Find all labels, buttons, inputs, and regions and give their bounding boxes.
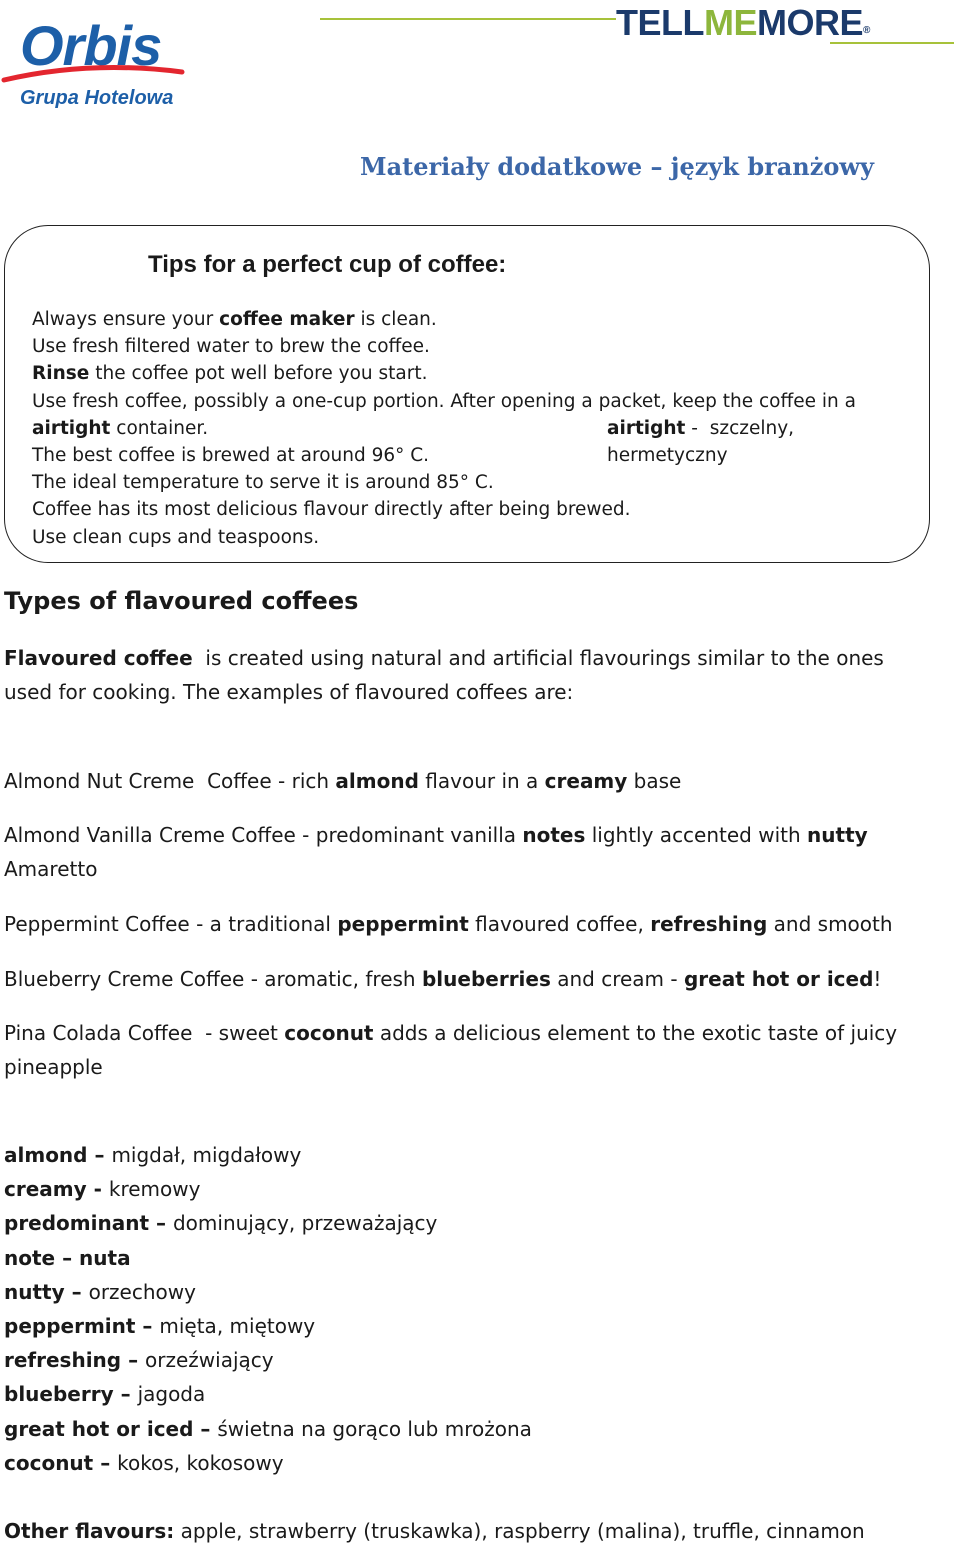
glossary-meaning: świetna na gorąco lub mrożona (217, 1416, 532, 1441)
coffee-bold-term: coconut (284, 1021, 374, 1045)
coffee-text: and smooth (767, 912, 893, 936)
coffee-description (4, 818, 924, 886)
glossary-item (4, 1309, 532, 1343)
coffee-bold-term: refreshing (650, 912, 768, 936)
other-flavours-text: apple, strawberry (truskawka), raspberry (malina), truffle, cinnamon (174, 1519, 865, 1543)
glossary-meaning: kokos, kokosowy (117, 1450, 284, 1475)
tip-item (32, 496, 912, 523)
orbis-swoosh-icon (0, 58, 190, 88)
glossary-separator: – (135, 1314, 160, 1339)
glossary-meaning: kremowy (108, 1177, 201, 1202)
coffee-text: flavour in a (418, 769, 545, 793)
glossary-term: almond (4, 1143, 88, 1167)
glossary-meaning: orzechowy (88, 1279, 196, 1304)
tip-text: The ideal temperature to serve it is around 85° C. (32, 472, 494, 494)
inline-gloss-sep: - (685, 417, 710, 439)
coffee-text: Amaretto (4, 823, 875, 881)
glossary-item (4, 1206, 532, 1240)
coffee-text: ! (873, 967, 882, 991)
glossary-separator (102, 1177, 109, 1201)
glossary-term: refreshing (4, 1348, 122, 1373)
coffee-text: adds a delicious element to the exotic taste of juicy pineapple (4, 1021, 904, 1079)
glossary-item (4, 1377, 532, 1411)
glossary-item (4, 1138, 532, 1172)
glossary-separator: – (113, 1382, 138, 1407)
intro-text: is created using natural and artificial flavourings similar to the ones used for cooking. The examples of flavoured coffees are: (4, 646, 891, 704)
glossary-item (4, 1446, 532, 1480)
coffee-text: Pina Colada Coffee - sweet (4, 1021, 285, 1045)
tip-bold-term: Rinse (32, 363, 90, 385)
intro-paragraph (4, 641, 924, 709)
coffee-bold-term: great hot or iced (683, 967, 874, 991)
tip-text: The best coffee is brewed at around 96° C. (32, 445, 430, 467)
tip-text: Always ensure your (32, 309, 220, 330)
orbis-logo (0, 10, 200, 120)
page-title: Materiały dodatkowe – język branżowy (360, 152, 874, 181)
other-flavours (4, 1514, 865, 1548)
coffee-bold-term: notes (522, 823, 586, 847)
tip-text: is clean. (354, 309, 437, 330)
glossary-term: great hot or iced (4, 1416, 194, 1441)
glossary-item (4, 1343, 532, 1377)
orbis-logo-subtitle: Grupa Hotelowa (20, 87, 174, 109)
glossary-separator: – (149, 1211, 173, 1236)
registered-mark: ® (862, 25, 870, 36)
orbis-logo-wordmark: Orbis (20, 14, 162, 77)
tellmemore-logo-part: TELL (616, 2, 704, 43)
tips-list (32, 306, 912, 551)
coffee-description (4, 1016, 924, 1084)
coffee-text: flavoured coffee, (468, 912, 651, 936)
tip-item (32, 360, 912, 387)
tip-text: Use clean cups and teaspoons. (32, 526, 320, 548)
tip-item (32, 333, 912, 360)
tellmemore-logo (616, 0, 870, 46)
intro-bold-term: Flavoured coffee (4, 646, 193, 670)
glossary-term: coconut (4, 1450, 94, 1475)
tip-item (32, 442, 912, 469)
glossary-item (4, 1172, 532, 1206)
glossary-term: creamy - (4, 1177, 102, 1202)
coffee-text: and cream - (550, 967, 684, 991)
coffee-text: Peppermint Coffee - a traditional (4, 912, 338, 936)
coffee-text: lightly accented with (585, 823, 808, 847)
glossary-term: peppermint (4, 1314, 136, 1339)
tellmemore-logo-part: ME (703, 2, 757, 43)
tip-bold-term: coffee maker (219, 309, 355, 330)
glossary-item (4, 1412, 532, 1446)
glossary-meaning: orzeźwiający (145, 1348, 274, 1373)
coffee-bold-term: nutty (807, 823, 868, 847)
coffee-description (4, 962, 924, 996)
tip-item (32, 388, 912, 415)
header-rule-left (320, 18, 616, 20)
tips-title: Tips for a perfect cup of coffee: (148, 251, 507, 278)
coffee-text: Blueberry Creme Coffee - aromatic, fresh (4, 967, 422, 991)
glossary-meaning: mięta, miętowy (159, 1314, 316, 1339)
glossary-term: predominant (4, 1211, 150, 1236)
section-title: Types of flavoured coffees (4, 587, 359, 615)
glossary-meaning: jagoda (137, 1382, 206, 1407)
glossary-term: nutty (4, 1279, 65, 1304)
tip-item (32, 469, 912, 496)
glossary-term: blueberry (4, 1382, 114, 1407)
glossary-separator: – (64, 1279, 89, 1304)
tip-text: Use fresh coffee, possibly a one-cup portion. After opening a packet, keep the coffee in a (32, 390, 856, 412)
coffee-bold-term: creamy (544, 769, 628, 793)
other-flavours-label: Other flavours: (4, 1519, 175, 1543)
glossary-meaning: dominujący, przeważający (172, 1211, 438, 1236)
glossary-item (4, 1275, 532, 1309)
coffee-bold-term: peppermint (337, 912, 469, 936)
coffee-text: Almond Vanilla Creme Coffee - predominant vanilla (4, 823, 523, 847)
coffee-description (4, 764, 924, 798)
coffee-bold-term: almond (335, 769, 419, 793)
glossary-separator: – (93, 1450, 118, 1475)
tip-text: the coffee pot well before you start. (89, 363, 428, 385)
inline-gloss-meaning: szczelny, hermetyczny (607, 417, 800, 467)
inline-gloss-term: airtight (607, 417, 686, 439)
tip-item (32, 306, 912, 333)
coffee-text: Almond Nut Creme Coffee - rich (4, 769, 336, 793)
tip-text: Use fresh filtered water to brew the coffee. (32, 336, 430, 358)
glossary-item (4, 1241, 532, 1275)
glossary-separator: – (193, 1416, 218, 1441)
glossary-term: note – nuta (4, 1245, 131, 1270)
glossary-separator: – (121, 1348, 146, 1373)
glossary-separator: – (87, 1143, 112, 1167)
coffee-description (4, 907, 924, 941)
tips-box (4, 225, 930, 563)
glossary-list (4, 1138, 532, 1480)
glossary-meaning: migdał, migdałowy (111, 1143, 302, 1167)
coffee-text: base (627, 769, 682, 793)
tellmemore-logo-part: MORE (756, 2, 863, 43)
tip-bold-term: airtight (32, 417, 111, 439)
tip-text: Coffee has its most delicious flavour directly after being brewed. (32, 499, 631, 521)
tip-item (32, 524, 912, 551)
coffee-bold-term: blueberries (421, 967, 551, 991)
tip-text: container. (110, 417, 209, 439)
